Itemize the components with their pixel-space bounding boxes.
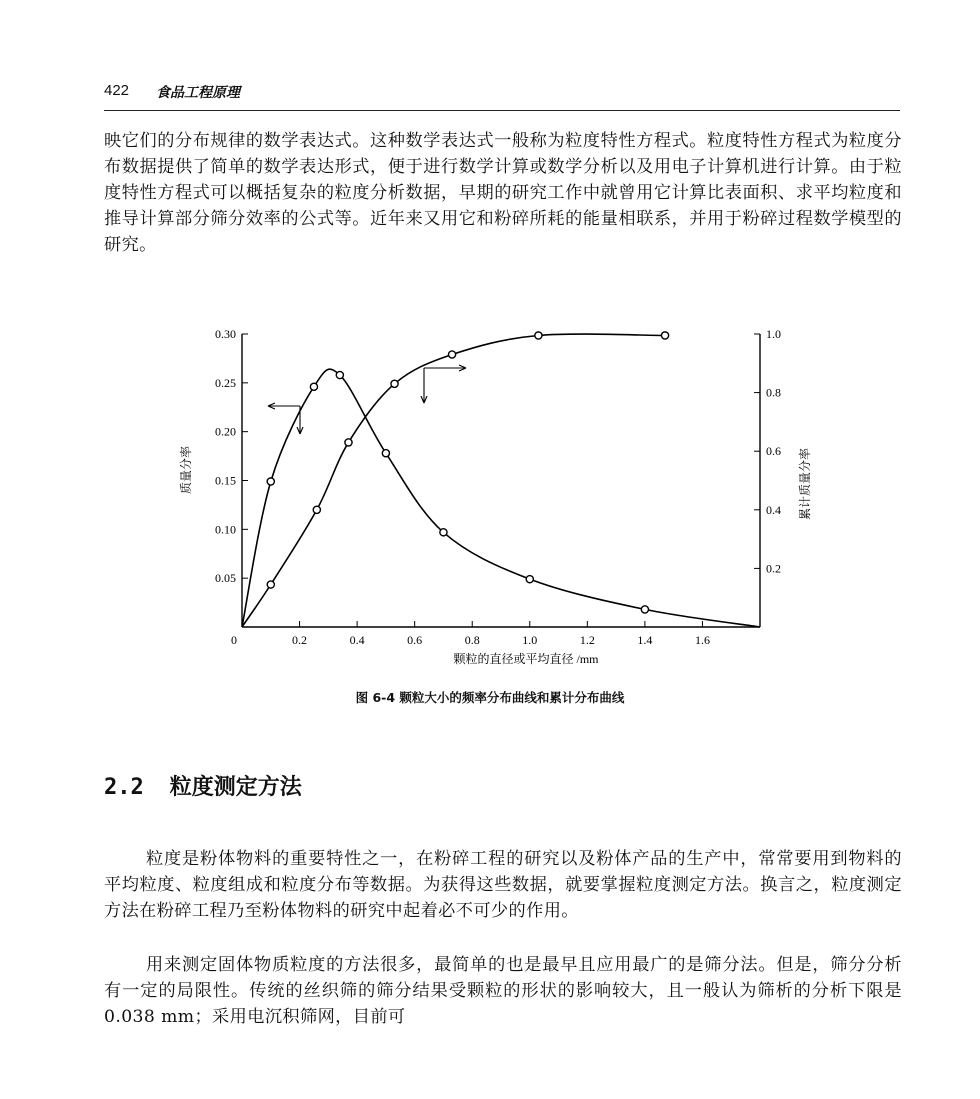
- figure-caption: 图 6-4 颗粒大小的频率分布曲线和累计分布曲线: [355, 690, 625, 705]
- frequency-data-point: [440, 529, 447, 536]
- y-left-tick-label: 0.30: [215, 327, 236, 341]
- x-tick-label: 0.2: [292, 633, 308, 647]
- y-left-tick-label: 0.05: [215, 571, 236, 586]
- frequency-data-point: [267, 478, 274, 485]
- cumulative-data-point: [267, 581, 274, 588]
- y-left-tick-label: 0.10: [215, 522, 236, 537]
- cumulative-data-point: [661, 332, 668, 339]
- cumulative-data-point: [313, 506, 320, 513]
- y-right-tick-label: 1.0: [766, 327, 781, 341]
- x-tick-label: 1.6: [694, 633, 710, 647]
- book-title: 食品工程原理: [156, 85, 240, 101]
- x-tick-label: 1.4: [637, 633, 653, 647]
- x-tick-label: 0.4: [349, 633, 365, 647]
- x-tick-label: 1.0: [522, 633, 538, 647]
- frequency-data-point: [382, 450, 389, 457]
- cumulative-data-point: [448, 351, 455, 358]
- x-tick-label: 0: [231, 633, 237, 647]
- cumulative-data-point: [535, 332, 542, 339]
- y-right-tick-label: 0.8: [766, 385, 781, 400]
- x-axis-label: 颗粒的直径或平均直径 /mm: [453, 652, 599, 666]
- body-paragraph: 粒度是粉体物料的重要特性之一，在粉碎工程的研究以及粉体产品的生产中，常常要用到物料的平均粒度、粒度组成和粒度分布等数据。为获得这些数据，就要掌握粒度测定方法。换言之，粒度测定方法在粉碎工程乃至粉体物料的研究中起着必不可少的作用。: [104, 849, 902, 921]
- x-tick-label: 0.8: [464, 633, 480, 647]
- y-right-tick-label: 0.6: [766, 444, 781, 459]
- y-right-tick-label: 0.2: [766, 561, 781, 576]
- section-title: 粒度测定方法: [169, 774, 302, 800]
- y-left-tick-label: 0.25: [215, 375, 236, 390]
- intro-paragraph: 映它们的分布规律的数学表达式。这种数学表达式一般称为粒度特性方程式。粒度特性方程式为粒度分布数据提供了简单的数学表达形式，便于进行数学计算或数学分析以及用电子计算机进行计算。由于粒度特性方程式可以概括复杂的粒度分析数据，早期的研究工作中就曾用它计算比表面积、求平均粒度和推导计算部分筛分效率的公式等。近年来又用它和粉碎所耗的能量相联系，并用于粉碎过程数学模型的研究。: [104, 131, 902, 255]
- section-heading: [104, 770, 302, 801]
- cumulative-data-point: [345, 439, 352, 446]
- y-left-tick-label: 0.15: [215, 473, 236, 488]
- frequency-data-point: [641, 606, 648, 613]
- y-left-label: 质量分率: [179, 445, 193, 495]
- frequency-data-point: [526, 576, 533, 583]
- frequency-data-point: [336, 371, 343, 378]
- y-right-label: 累计质量分率: [798, 447, 812, 521]
- y-right-tick-label: 0.4: [766, 502, 781, 517]
- cumulative-distribution-curve: [242, 334, 665, 627]
- frequency-data-point: [310, 383, 317, 390]
- section-number: 2.2: [104, 775, 144, 800]
- body-paragraph: 用来测定固体物质粒度的方法很多，最简单的也是最早且应用最广的是筛分法。但是，筛分分析有一定的局限性。传统的丝织筛的筛分结果受颗粒的形状的影响较大，且一般认为筛析的分析下限是 0.038 mm；采用电沉积筛网，目前可: [104, 955, 902, 1027]
- annotation-arrows: [268, 365, 466, 434]
- y-left-tick-label: 0.20: [215, 424, 236, 439]
- cumulative-data-point: [391, 380, 398, 387]
- x-tick-label: 1.2: [579, 633, 595, 647]
- x-tick-label: 0.6: [407, 633, 423, 647]
- frequency-distribution-curve: [242, 369, 760, 627]
- page-number: 422: [104, 82, 130, 99]
